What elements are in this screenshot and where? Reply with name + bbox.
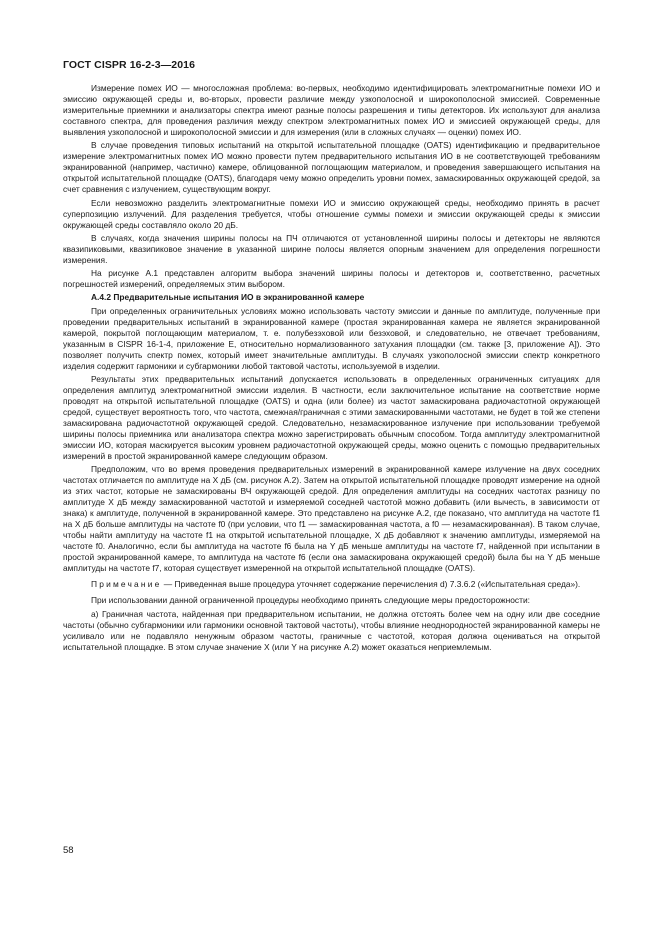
page-number: 58 [63, 845, 74, 856]
note-text: — Приведенная выше процедура уточняет содержание перечисления d) 7.3.6.2 («Испытательная среда»). [161, 579, 581, 590]
paragraph: При использовании данной ограниченной процедуры необходимо принять следующие меры предосторожности: [91, 595, 530, 606]
section-heading: А.4.2 Предварительные испытания ИО в экранированной камере [91, 292, 365, 303]
paragraph: На рисунке А.1 представлен алгоритм выбора значений ширины полосы и детекторов и, соответственно, расчетных погрешностей измерений, определяемых этим выбором. [63, 268, 600, 290]
paragraph: Предположим, что во время проведения предварительных измерений в экранированной камере излучение на двух соседних частотах отличается по амплитуде на X дБ (см. рисунок А.2). Затем на открытой испытательной площадке проводят измерение на одной из этих частот, которые не замаскированы ВЧ окружающей средой. Для определения амплитуды на соседних частотах разницу по амплитуде X дБ между замаскированной частотой и измеряемой соседней частотой можно добавить (или вычесть, в зависимости от знака) к амплитуде, полученной в экранированной камере. Это представлено на рисунке А.2, где показано, что амплитуда на частоте f1 на X дБ больше амплитуды на частоте f0 (при условии, что f1 — замаскированная частота, а f0 — незамаскированная). В таком случае, чтобы найти амплитуду на частоте f1 на открытой испытательной площадке, X дБ добавляют к значению амплитуды, измеряемой на частоте f0. Аналогично, если бы амплитуда на частоте f6 была на Y дБ меньше амплитуды на частоте f7, найденной при испытании в простой экранированной камере, то амплитуда на частоте f6 (если она замаскирована окружающей средой) была бы на Y дБ меньше амплитуды на частоте f7, которая существует измеренной на открытой испытательной площадке (OATS). [63, 464, 600, 574]
note-label: Примечание [91, 579, 162, 590]
paragraph: Результаты этих предварительных испытаний допускается использовать в определенных ограниченных ситуациях для определения амплитуд электромагнитной эмиссии изделия. В частности, если заключительное испытание на соответствие норме проводят на открытой испытательной площадке (OATS) и одна (или более) из частот замаскирована радиочастотной окружающей средой, существует вероятность того, что частота, смежная/граничная с этими замаскированными частотами, не будет в той же степени замаскирована радиочастотной окружающей средой. Следовательно, незамаскированное излучение при использовании требуемой ширины полосы приемника или анализатора спектра можно зарегистрировать обычным способом. Тогда амплитуду электромагнитной эмиссии ИО, которая маскируется высоким уровнем радиочастотной окружающей среды, можно оценить с помощью предварительных измерений в простой экранированной камере следующим образом. [63, 374, 600, 462]
paragraph: В случаях, когда значения ширины полосы на ПЧ отличаются от установленной ширины полосы и детекторы не являются квазипиковыми, квазипиковое значение в указанной ширине полосы является опорным значением для определения погрешности измерения. [63, 232, 600, 265]
paragraph: В случае проведения типовых испытаний на открытой испытательной площадке (OATS) идентификацию и предварительное измерение электромагнитных помех ИО можно провести путем предварительного испытания ИО в не соответствующей требованиям экранированной (например, частично) камере, облицованной поглощающим материалом, и проведения завершающего испытания на открытой испытательной площадке (OATS), благодаря чему можно определить уровни помех, замаскированных окружающей средой, за счет сравнения с излучением, существующим вокруг. [63, 140, 600, 195]
paragraph: Если невозможно разделить электромагнитные помехи ИО и эмиссию окружающей среды, необходимо принять в расчет суперпозицию излучений. Для разделения требуется, чтобы отношение суммы помехи и эмиссии окружающей среды к эмиссии окружающей среды составляло около 20 дБ. [63, 197, 600, 230]
paragraph: Измерение помех ИО — многосложная проблема: во-первых, необходимо идентифицировать электромагнитные помехи ИО и эмиссию окружающей среды и, во-вторых, провести различие между узкополосной и широкополосной эмиссией. Современные измерительные приемники и анализаторы спектра имеют разные полосы разрешения и типы детекторов. Их используют для анализа составного спектра, для проведения различия между спектром электромагнитных помех ИО и эмиссией окружающей среды, для выявления узкополосной и широкополосной эмиссии и для измерения (или в сложных случаях — оценки) помех ИО. [63, 83, 600, 137]
document-body [63, 83, 600, 656]
list-item: а) Граничная частота, найденная при предварительном испытании, не должна отстоять более чем на одну или две соседние частоты (обычно субгармоники или гармоники основной тактовой частоты), чтобы влияние неоднородностей экранированной камеры не усиливало или не подавляло ненужным образом частоты, граничные с частотой, которая должна оцениваться на открытой испытательной площадке. В этом случае значение X (или Y на рисунке А.2) может оказаться неприемлемым. [63, 609, 600, 653]
note [63, 579, 600, 590]
document-header: ГОСТ CISPR 16-2-3—2016 [63, 59, 196, 71]
paragraph: При определенных ограничительных условиях можно использовать частоту эмиссии и данные по амплитуде, полученные при проведении предварительных испытаний в экранированной камере (простая экранированная камера не является экранированной камерой, покрытой поглощающим материалом, т. е. полубезэховой или безэховой, и следовательно, не отвечает требованиям, указанным в CISPR 16-1-4, приложение Е, относительно нормализованного затухания площадки (см. также [3, приложение А]). Это позволяет получить спектр помех, который имеет значительные амплитуды. В случаях узкополосной эмиссии спектр конкретного изделия содержит гармоники и субгармоники любой тактовой частоты, используемой в изделии. [63, 305, 600, 371]
